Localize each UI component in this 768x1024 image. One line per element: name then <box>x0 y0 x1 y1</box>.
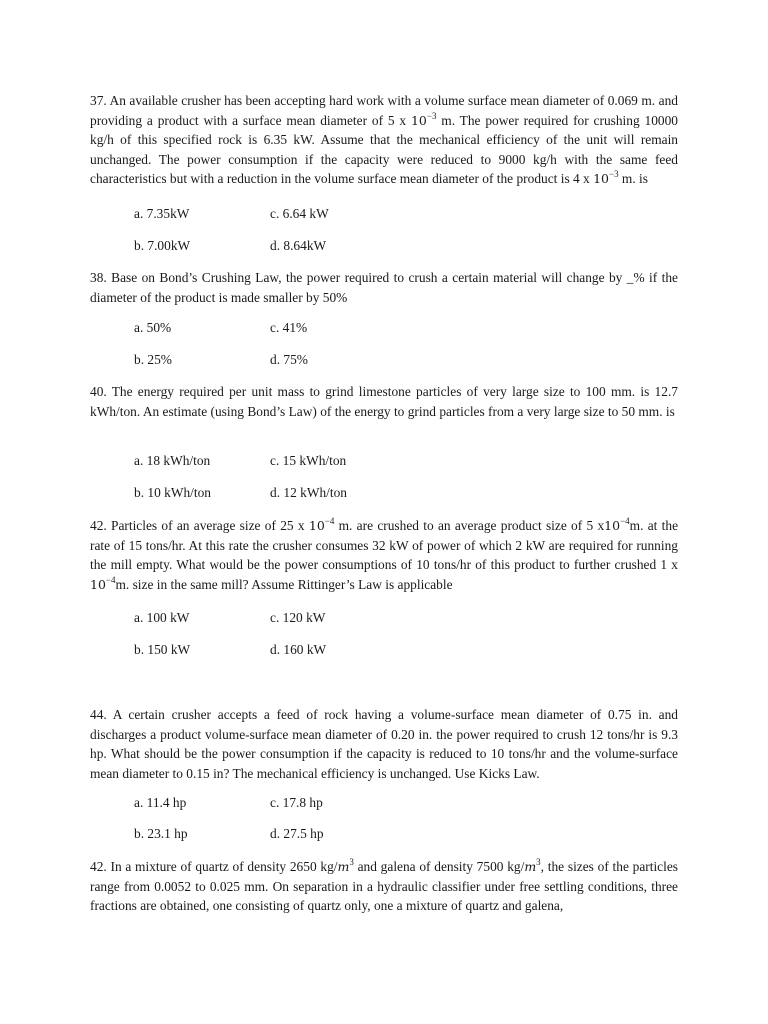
question-42-classifier: 42. In a mixture of quartz of density 2650 $kg/m^3$ and galena of density 7500 $kg/m^3$, the sizes of the particles range from 0.0052 to 0.025 mm. On separation in a hydraulic classifier under free settling conditions, three fractions are obtained, one consisting of quartz only, one a mixture of quartz and galena, <box>90 857 678 914</box>
option-b[interactable]: b. 7.00kW <box>134 238 191 253</box>
question-38: 38. Base on Bond’s Crushing Law, the power required to crush a certain material will change by _% if the diameter of the product is made smaller by 50% <box>90 270 678 305</box>
option-c[interactable]: c. 120 kW <box>270 610 326 625</box>
option-b[interactable]: b. 25% <box>134 352 172 367</box>
option-c[interactable]: c. 41% <box>270 320 308 335</box>
option-a[interactable]: a. 18 kWh/ton <box>134 453 211 468</box>
option-a[interactable]: a. 7.35kW <box>134 206 190 221</box>
option-d[interactable]: d. 160 kW <box>270 642 327 657</box>
option-d[interactable]: d. 27.5 hp <box>270 826 324 841</box>
question-44: 44. A certain crusher accepts a feed of rock having a volume-surface mean diameter of 0.75 in. and discharges a product volume-surface mean diameter of 0.20 in. the power required to crush 12 tons/hr is 9.3 hp. What should be the power consumption if the capacity is reduced to 10 tons/hr and the volume-surface mean diameter to 0.15 in? The mechanical efficiency is unchanged. Use Kicks Law. <box>90 707 678 781</box>
option-c[interactable]: c. 15 kWh/ton <box>270 453 347 468</box>
option-d[interactable]: d. 75% <box>270 352 308 367</box>
option-a[interactable]: a. 50% <box>134 320 172 335</box>
option-a[interactable]: a. 11.4 hp <box>134 795 187 810</box>
option-a[interactable]: a. 100 kW <box>134 610 190 625</box>
question-37: 37. An available crusher has been accepting hard work with a volume surface mean diameter of 0.069 m. and providing a product with a surface mean diameter of 5 x $10^{-3}$ m. The power required for crushing 10000 kg/h of this specified rock is 6.35 kW. Assume that the mechanical efficiency of the unit will remain unchanged. The power consumption if the capacity were reduced to 9000 kg/h with the same feed characteristics but with a reduction in the volume surface mean diameter of the product is 4 x $10^{-3}$ m. is <box>90 93 678 187</box>
option-b[interactable]: b. 10 kWh/ton <box>134 485 211 500</box>
option-c[interactable]: c. 6.64 kW <box>270 206 329 221</box>
question-42-rittinger: 42. Particles of an average size of 25 x $10^{-4}$ m. are crushed to an average product size of 5 $x10^{-4}m$. at the rate of 15 tons/hr. At this rate the crusher consumes 32 kW of power of which 2 kW are required for running the mill empty. What would be the power consumptions of 10 tons/hr of this product to further crushed 1 x $10^{-4}m$. size in the same mill? Assume Rittinger’s Law is applicable <box>90 516 679 592</box>
option-b[interactable]: b. 23.1 hp <box>134 826 188 841</box>
question-40: 40. The energy required per unit mass to grind limestone particles of very large size to 100 mm. is 12.7 kWh/ton. An estimate (using Bond’s Law) of the energy to grind particles from a very large size to 50 mm. is <box>90 384 678 419</box>
option-d[interactable]: d. 8.64kW <box>270 238 327 253</box>
option-b[interactable]: b. 150 kW <box>134 642 191 657</box>
option-c[interactable]: c. 17.8 hp <box>270 795 323 810</box>
option-d[interactable]: d. 12 kWh/ton <box>270 485 347 500</box>
